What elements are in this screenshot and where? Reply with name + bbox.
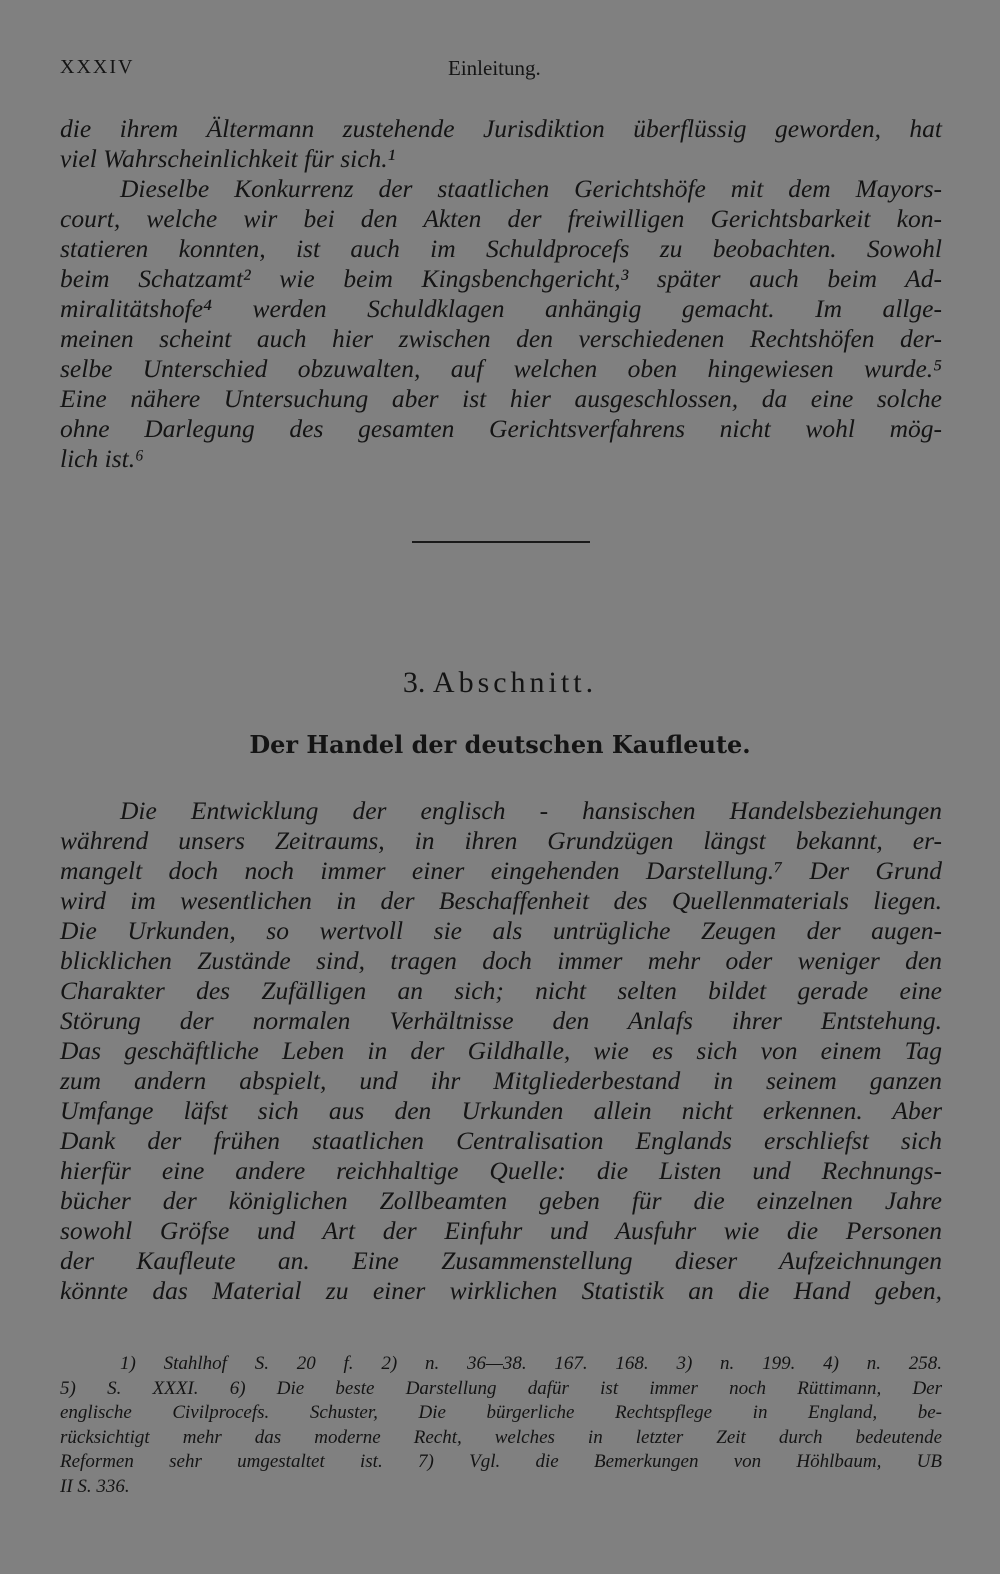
- footnote-line: II S. 336.: [60, 1475, 130, 1497]
- text-line: beim Schatzamt² wie beim Kingsbenchgericht,³ später auch beim Ad-: [60, 264, 942, 293]
- text-line: zum andern abspielt, und ihr Mitgliederbestand in seinem ganzen: [60, 1066, 942, 1095]
- text-line: mangelt doch noch immer einer eingehenden Darstellung.⁷ Der Grund: [60, 856, 942, 885]
- text-line: Umfange läfst sich aus den Urkunden allein nicht erkennen. Aber: [60, 1096, 942, 1125]
- text-line: sowohl Gröfse und Art der Einfuhr und Ausfuhr wie die Personen: [60, 1216, 942, 1245]
- page-header: [60, 56, 942, 86]
- text-line: lich ist.⁶: [60, 444, 144, 473]
- section-title: Der Handel der deutschen Kaufleute.: [249, 730, 751, 759]
- text-line: Die Urkunden, so wertvoll sie als untrügliche Zeugen der augen-: [60, 916, 942, 945]
- text-line: ohne Darlegung des gesamten Gerichtsverfahrens nicht wohl mög-: [60, 414, 942, 443]
- footnotes: [60, 1352, 942, 1499]
- text-line: court, welche wir bei den Akten der freiwilligen Gerichtsbarkeit kon-: [60, 204, 942, 233]
- text-line: der Kaufleute an. Eine Zusammenstellung dieser Aufzeichnungen: [60, 1246, 942, 1275]
- text-line: miralitätshofe⁴ werden Schuldklagen anhängig gemacht. Im allge-: [60, 294, 942, 323]
- text-line: hierfür eine andere reichhaltige Quelle: die Listen und Rechnungs-: [60, 1156, 942, 1185]
- footnote-line: Reformen sehr umgestaltet ist. 7) Vgl. die Bemerkungen von Höhlbaum, UB: [60, 1451, 942, 1472]
- section-number-prefix: 3.: [402, 666, 426, 699]
- section-divider: [412, 541, 590, 543]
- text-line: meinen scheint auch hier zwischen den verschiedenen Rechtshöfen der-: [60, 324, 942, 353]
- text-line: könnte das Material zu einer wirklichen Statistik an die Hand geben,: [60, 1276, 942, 1305]
- section-number: [0, 666, 1000, 700]
- paragraph-court-competition: [60, 174, 942, 474]
- footnote-line: 1) Stahlhof S. 20 f. 2) n. 36—38. 167. 168. 3) n. 199. 4) n. 258.: [120, 1353, 942, 1374]
- text-line: Eine nähere Untersuchung aber ist hier ausgeschlossen, da eine solche: [60, 384, 942, 413]
- text-line: viel Wahrscheinlichkeit für sich.¹: [60, 144, 396, 173]
- running-head: Einleitung.: [448, 56, 541, 80]
- text-line: die ihrem Ältermann zustehende Jurisdiktion überflüssig geworden, hat: [60, 114, 942, 143]
- text-line: Die Entwicklung der englisch - hansischen Handelsbeziehungen: [120, 796, 942, 825]
- paragraph-trade-relations: [60, 796, 942, 1306]
- page-number: XXXIV: [60, 56, 135, 78]
- paragraph-continuation: [60, 114, 942, 174]
- text-line: wird im wesentlichen in der Beschaffenheit des Quellenmaterials liegen.: [60, 886, 942, 915]
- text-line: Dieselbe Konkurrenz der staatlichen Gerichtshöfe mit dem Mayors-: [120, 174, 942, 203]
- text-line: während unsers Zeitraums, in ihren Grundzügen längst bekannt, er-: [60, 826, 942, 855]
- text-line: blicklichen Zustände sind, tragen doch immer mehr oder weniger den: [60, 946, 942, 975]
- text-line: Störung der normalen Verhältnisse den Anlafs ihrer Entstehung.: [60, 1006, 942, 1035]
- text-line: Das geschäftliche Leben in der Gildhalle, wie es sich von einem Tag: [60, 1036, 942, 1065]
- text-line: Charakter des Zufälligen an sich; nicht selten bildet gerade eine: [60, 976, 942, 1005]
- text-line: selbe Unterschied obzuwalten, auf welchen oben hingewiesen wurde.⁵: [60, 354, 942, 383]
- footnote-line: rücksichtigt mehr das moderne Recht, welches in letzter Zeit durch bedeutende: [60, 1426, 942, 1448]
- footnote-line: 5) S. XXXI. 6) Die beste Darstellung dafür ist immer noch Rüttimann, Der: [60, 1377, 942, 1399]
- text-line: statieren konnten, ist auch im Schuldprocefs zu beobachten. Sowohl: [60, 234, 942, 263]
- footnote-line: englische Civilprocefs. Schuster, Die bürgerliche Rechtspflege in England, be-: [60, 1402, 942, 1423]
- text-line: Dank der frühen staatlichen Centralisation Englands erschliefst sich: [60, 1126, 942, 1155]
- text-line: bücher der königlichen Zollbeamten geben für die einzelnen Jahre: [60, 1186, 942, 1215]
- section-number-word: Abschnitt.: [432, 666, 598, 699]
